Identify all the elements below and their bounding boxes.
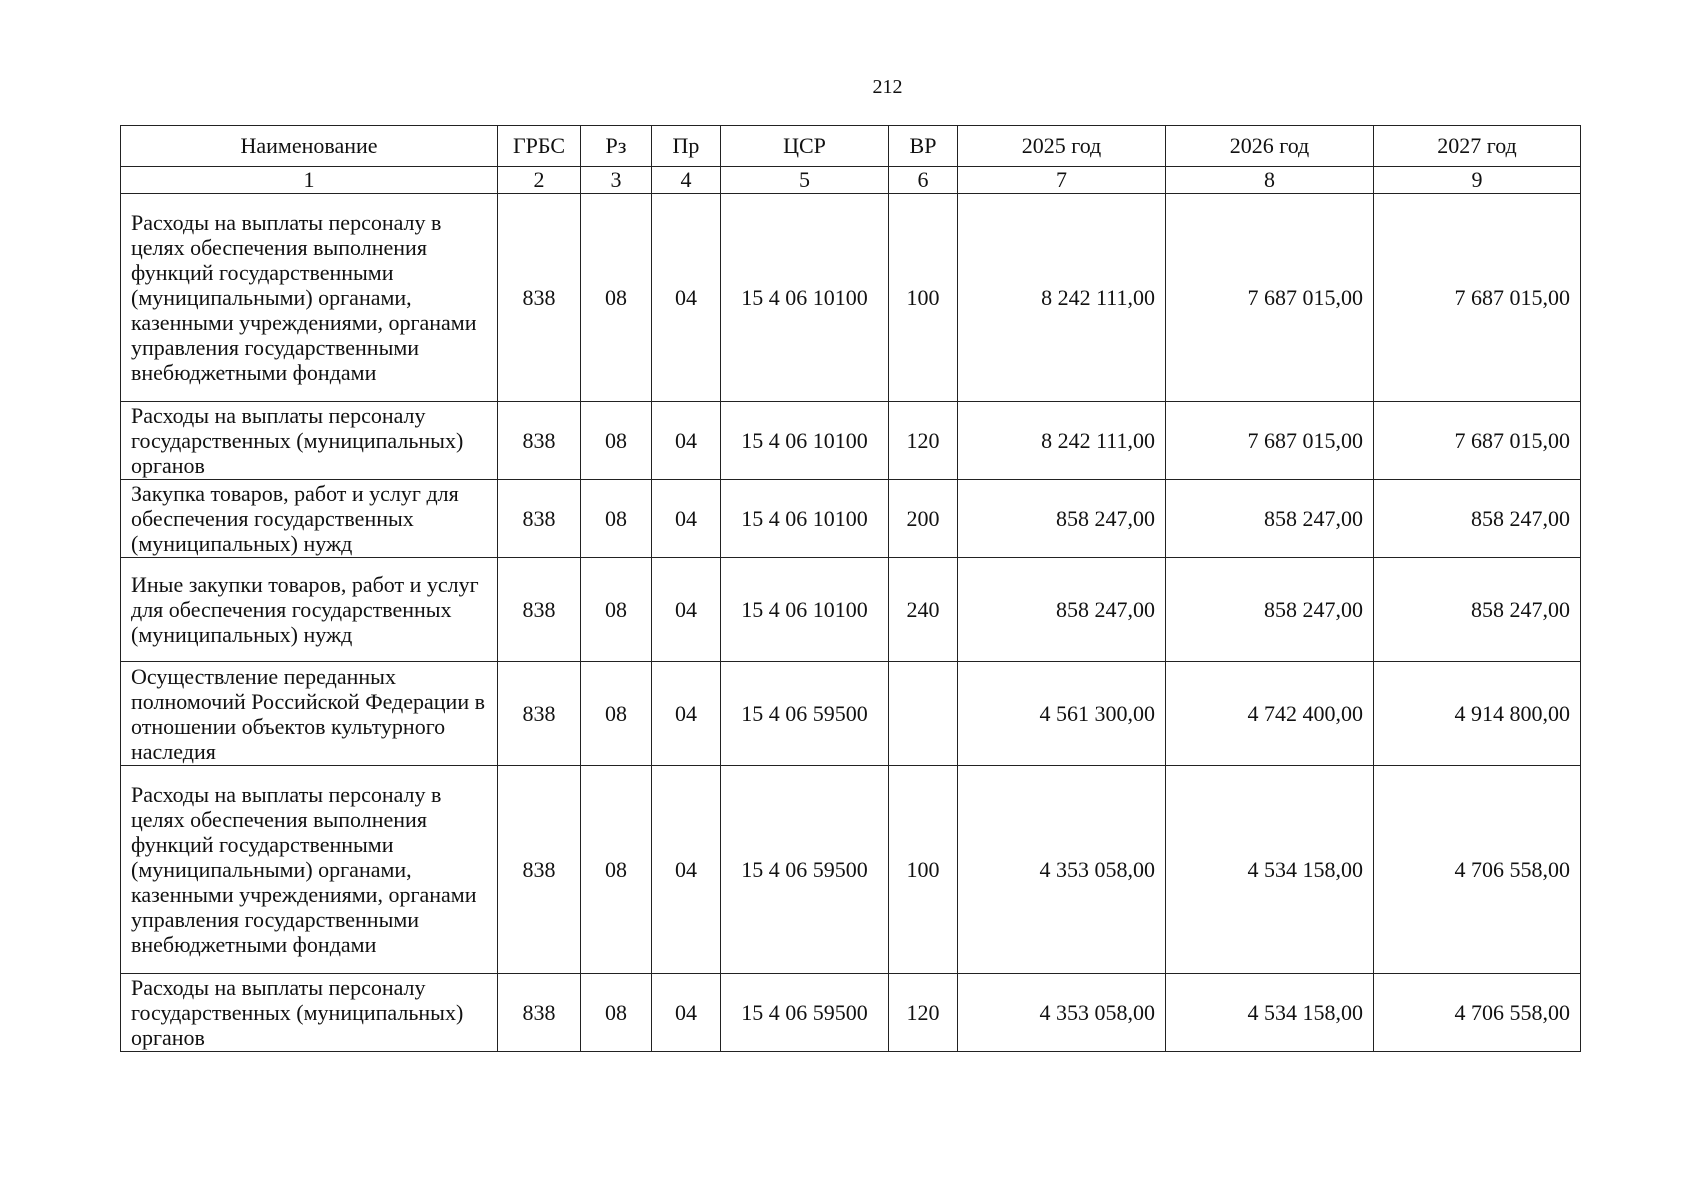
table-header-row xyxy=(121,126,1581,167)
header-2026: 2026 год xyxy=(1166,126,1374,167)
row-2027: 858 247,00 xyxy=(1374,480,1581,558)
row-2027: 7 687 015,00 xyxy=(1374,402,1581,480)
row-name: Закупка товаров, работ и услуг для обеспечения государственных (муниципальных) нужд xyxy=(121,480,498,558)
row-2026: 4 742 400,00 xyxy=(1166,662,1374,766)
row-vr: 200 xyxy=(889,480,958,558)
row-2027: 858 247,00 xyxy=(1374,558,1581,662)
row-vr: 120 xyxy=(889,402,958,480)
header-grbs: ГРБС xyxy=(498,126,581,167)
column-number: 1 xyxy=(121,167,498,194)
row-pr: 04 xyxy=(652,194,721,402)
table-row xyxy=(121,766,1581,974)
column-number: 6 xyxy=(889,167,958,194)
table-row xyxy=(121,194,1581,402)
row-2026: 7 687 015,00 xyxy=(1166,194,1374,402)
row-pr: 04 xyxy=(652,558,721,662)
row-csr: 15 4 06 59500 xyxy=(721,974,889,1052)
row-grbs: 838 xyxy=(498,194,581,402)
row-2025: 4 561 300,00 xyxy=(958,662,1166,766)
row-rz: 08 xyxy=(581,402,652,480)
row-pr: 04 xyxy=(652,662,721,766)
row-2025: 4 353 058,00 xyxy=(958,766,1166,974)
header-rz: Рз xyxy=(581,126,652,167)
row-2026: 4 534 158,00 xyxy=(1166,766,1374,974)
table-row xyxy=(121,662,1581,766)
column-number: 7 xyxy=(958,167,1166,194)
header-2025: 2025 год xyxy=(958,126,1166,167)
header-pr: Пр xyxy=(652,126,721,167)
row-2025: 858 247,00 xyxy=(958,558,1166,662)
row-pr: 04 xyxy=(652,480,721,558)
header-vr: ВР xyxy=(889,126,958,167)
row-rz: 08 xyxy=(581,558,652,662)
row-2026: 858 247,00 xyxy=(1166,480,1374,558)
row-vr: 120 xyxy=(889,974,958,1052)
row-name: Расходы на выплаты персоналу в целях обеспечения выполнения функций государственными (муниципальными) органами, казенными учреждениями, органами управления государственными внебюджетными фондами xyxy=(121,194,498,402)
row-pr: 04 xyxy=(652,766,721,974)
budget-table xyxy=(120,125,1581,1052)
row-csr: 15 4 06 10100 xyxy=(721,558,889,662)
row-name: Расходы на выплаты персоналу государственных (муниципальных) органов xyxy=(121,402,498,480)
row-rz: 08 xyxy=(581,194,652,402)
table-row xyxy=(121,974,1581,1052)
column-number: 8 xyxy=(1166,167,1374,194)
header-2027: 2027 год xyxy=(1374,126,1581,167)
table-row xyxy=(121,558,1581,662)
row-pr: 04 xyxy=(652,402,721,480)
row-grbs: 838 xyxy=(498,402,581,480)
column-number-row xyxy=(121,167,1581,194)
row-name: Иные закупки товаров, работ и услуг для обеспечения государственных (муниципальных) нужд xyxy=(121,558,498,662)
row-2027: 4 706 558,00 xyxy=(1374,766,1581,974)
row-rz: 08 xyxy=(581,766,652,974)
row-csr: 15 4 06 59500 xyxy=(721,766,889,974)
row-2026: 858 247,00 xyxy=(1166,558,1374,662)
row-2027: 7 687 015,00 xyxy=(1374,194,1581,402)
row-csr: 15 4 06 10100 xyxy=(721,194,889,402)
row-grbs: 838 xyxy=(498,480,581,558)
column-number: 2 xyxy=(498,167,581,194)
header-csr: ЦСР xyxy=(721,126,889,167)
row-2027: 4 914 800,00 xyxy=(1374,662,1581,766)
row-grbs: 838 xyxy=(498,766,581,974)
row-2027: 4 706 558,00 xyxy=(1374,974,1581,1052)
row-2025: 8 242 111,00 xyxy=(958,194,1166,402)
row-2025: 8 242 111,00 xyxy=(958,402,1166,480)
header-name: Наименование xyxy=(121,126,498,167)
row-vr: 240 xyxy=(889,558,958,662)
row-vr: 100 xyxy=(889,766,958,974)
row-rz: 08 xyxy=(581,662,652,766)
row-csr: 15 4 06 10100 xyxy=(721,402,889,480)
row-csr: 15 4 06 10100 xyxy=(721,480,889,558)
table-row xyxy=(121,480,1581,558)
row-rz: 08 xyxy=(581,974,652,1052)
row-vr xyxy=(889,662,958,766)
row-2026: 7 687 015,00 xyxy=(1166,402,1374,480)
table-row xyxy=(121,402,1581,480)
row-grbs: 838 xyxy=(498,662,581,766)
column-number: 9 xyxy=(1374,167,1581,194)
page-number: 212 xyxy=(872,76,903,98)
row-2025: 4 353 058,00 xyxy=(958,974,1166,1052)
row-csr: 15 4 06 59500 xyxy=(721,662,889,766)
row-grbs: 838 xyxy=(498,974,581,1052)
row-rz: 08 xyxy=(581,480,652,558)
row-vr: 100 xyxy=(889,194,958,402)
row-grbs: 838 xyxy=(498,558,581,662)
row-pr: 04 xyxy=(652,974,721,1052)
row-name: Осуществление переданных полномочий Российской Федерации в отношении объектов культурного наследия xyxy=(121,662,498,766)
column-number: 4 xyxy=(652,167,721,194)
column-number: 5 xyxy=(721,167,889,194)
row-2025: 858 247,00 xyxy=(958,480,1166,558)
row-name: Расходы на выплаты персоналу в целях обеспечения выполнения функций государственными (муниципальными) органами, казенными учреждениями, органами управления государственными внебюджетными фондами xyxy=(121,766,498,974)
column-number: 3 xyxy=(581,167,652,194)
row-2026: 4 534 158,00 xyxy=(1166,974,1374,1052)
row-name: Расходы на выплаты персоналу государственных (муниципальных) органов xyxy=(121,974,498,1052)
